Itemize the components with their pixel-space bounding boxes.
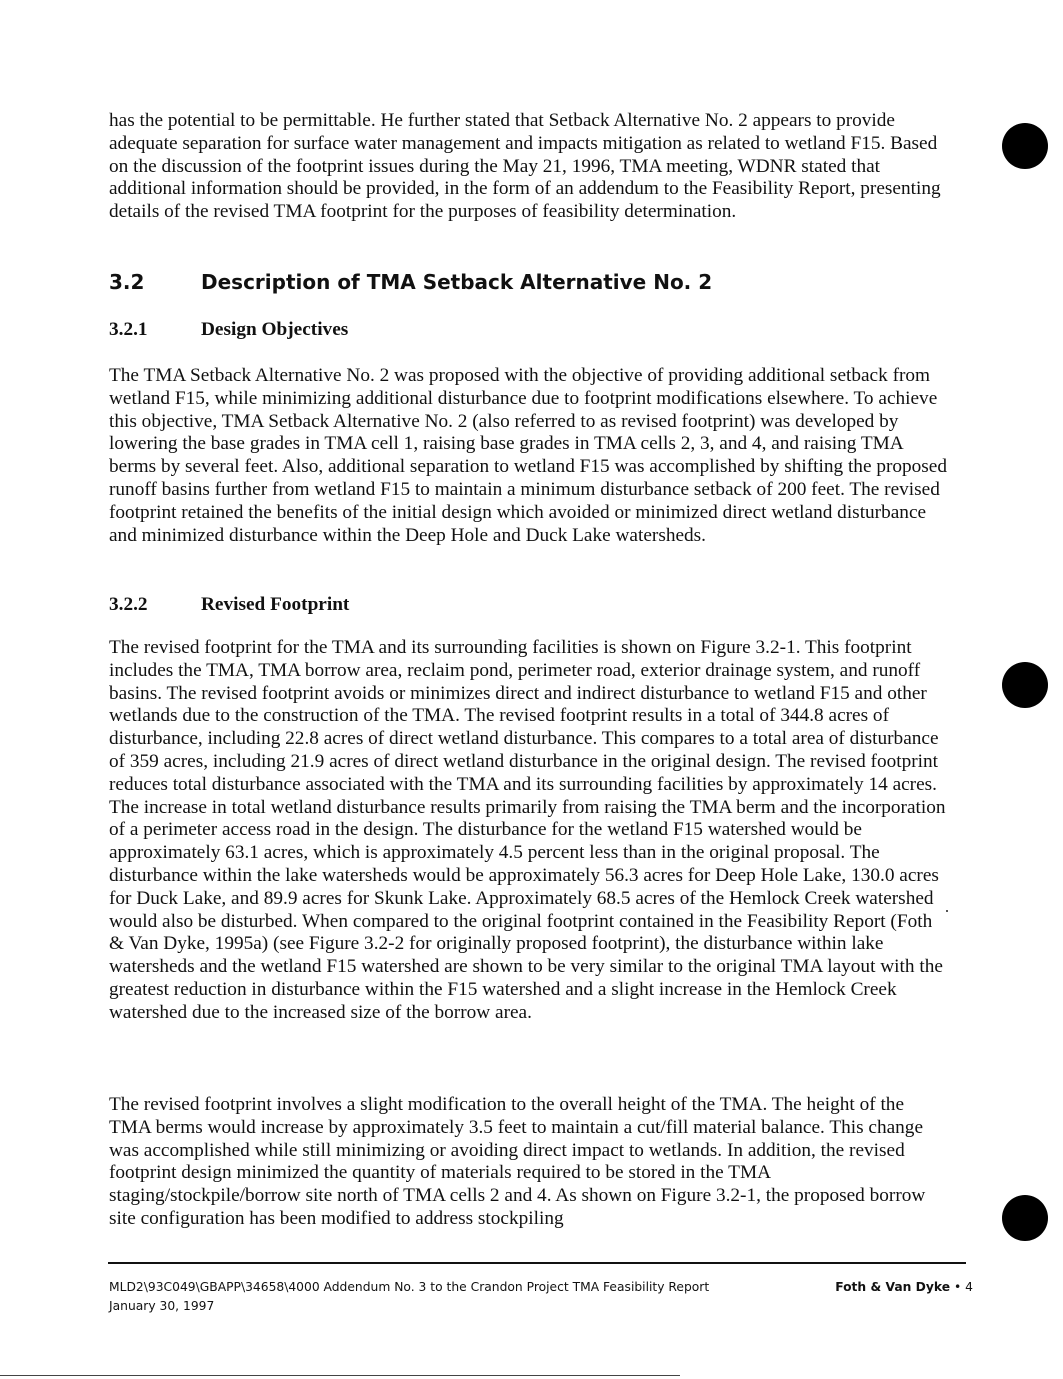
footer-page-number: 4	[965, 1280, 973, 1294]
footer-page-info	[835, 1278, 973, 1297]
section-title: Description of TMA Setback Alternative No. 2	[201, 270, 713, 294]
section-heading-3-2	[109, 268, 712, 296]
footer-date: January 30, 1997	[109, 1299, 215, 1313]
binder-hole-mark	[1002, 1195, 1048, 1241]
binder-hole-mark	[1002, 123, 1048, 169]
footer-firm-name: Foth & Van Dyke	[835, 1280, 951, 1294]
subsection-heading-3-2-1	[109, 318, 348, 342]
scan-edge-line	[0, 1375, 680, 1376]
revised-footprint-paragraph-2: The revised footprint involves a slight modification to the overall height of the TMA. The height of the TMA berms would increase by approximately 3.5 feet to maintain a cut/fill material balance. This change was accomplished while still minimizing or avoiding direct impact to wetlands. In addition, the revised footprint design minimized the quantity of materials required to be stored in the TMA staging/stockpile/borrow site north of TMA cells 2 and 4. As shown on Figure 3.2-1, the proposed borrow site configuration has been modified to address stockpiling	[109, 1094, 926, 1229]
footer-path-title: MLD2\93C049\GBAPP\34658\4000 Addendum No. 3 to the Crandon Project TMA Feasibility Report	[109, 1280, 710, 1294]
binder-hole-mark	[1002, 662, 1048, 708]
intro-paragraph: has the potential to be permittable. He further stated that Setback Alternative No. 2 appears to provide adequate separation for surface water management and impacts mitigation as related to wetland F15. Based on the discussion of the footprint issues during the May 21, 1996, TMA meeting, WDNR stated that additional information should be provided, in the form of an addendum to the Feasibility Report, presenting details of the revised TMA footprint for the purposes of feasibility determination.	[109, 110, 941, 223]
footer-separator: •	[953, 1280, 962, 1294]
scan-speck	[946, 910, 948, 912]
revised-footprint-paragraph-1: The revised footprint for the TMA and its surrounding facilities is shown on Figure 3.2-1. This footprint includes the TMA, TMA borrow area, reclaim pond, perimeter road, exterior drainage system, and runoff basins. The revised footprint avoids or minimizes direct and indirect disturbance to wetland F15 and other wetlands due to the construction of the TMA. The revised footprint results in a total of 344.8 acres of disturbance, including 22.8 acres of direct wetland disturbance. This compares to a total area of disturbance of 359 acres, including 21.9 acres of direct wetland disturbance in the original design. The revised footprint reduces total disturbance associated with the TMA and its surrounding facilities by approximately 14 acres. The increase in total wetland disturbance results primarily from raising the TMA berm and the incorporation of a perimeter access road in the design. The disturbance for the wetland F15 watershed would be approximately 63.1 acres, which is approximately 4.5 percent less than in the original proposal. The disturbance within the lake watersheds would be approximately 56.3 acres for Deep Hole Lake, 130.0 acres for Duck Lake, and 89.9 acres for Skunk Lake. Approximately 68.5 acres of the Hemlock Creek watershed would also be disturbed. When compared to the original footprint contained in the Feasibility Report (Foth & Van Dyke, 1995a) (see Figure 3.2-2 for originally proposed footprint), the disturbance within lake watersheds and the wetland F15 watershed are shown to be very similar to the original TMA layout with the greatest reduction in disturbance within the F15 watershed and a slight increase in the Hemlock Creek watershed due to the increased size of the borrow area.	[109, 637, 946, 1023]
subsection-number: 3.2.2	[109, 594, 148, 615]
design-objectives-paragraph: The TMA Setback Alternative No. 2 was proposed with the objective of providing additional setback from wetland F15, while minimizing additional disturbance due to footprint modifications elsewhere. To achieve this objective, TMA Setback Alternative No. 2 (also referred to as revised footprint) was developed by lowering the base grades in TMA cell 1, raising base grades in TMA cells 2, 3, and 4, and raising TMA berms by several feet. Also, additional separation to wetland F15 was accomplished by shifting the proposed runoff basins further from wetland F15 to maintain a minimum disturbance setback of 200 feet. The revised footprint retained the benefits of the initial design which avoided or minimized direct wetland disturbance and minimized disturbance within the Deep Hole and Duck Lake watersheds.	[109, 365, 948, 546]
footer-divider	[108, 1262, 966, 1264]
section-number: 3.2	[109, 270, 145, 294]
footer-document-info	[109, 1278, 709, 1316]
subsection-number: 3.2.1	[109, 319, 148, 340]
subsection-title: Revised Footprint	[201, 594, 350, 615]
subsection-title: Design Objectives	[201, 319, 349, 340]
subsection-heading-3-2-2	[109, 593, 349, 617]
